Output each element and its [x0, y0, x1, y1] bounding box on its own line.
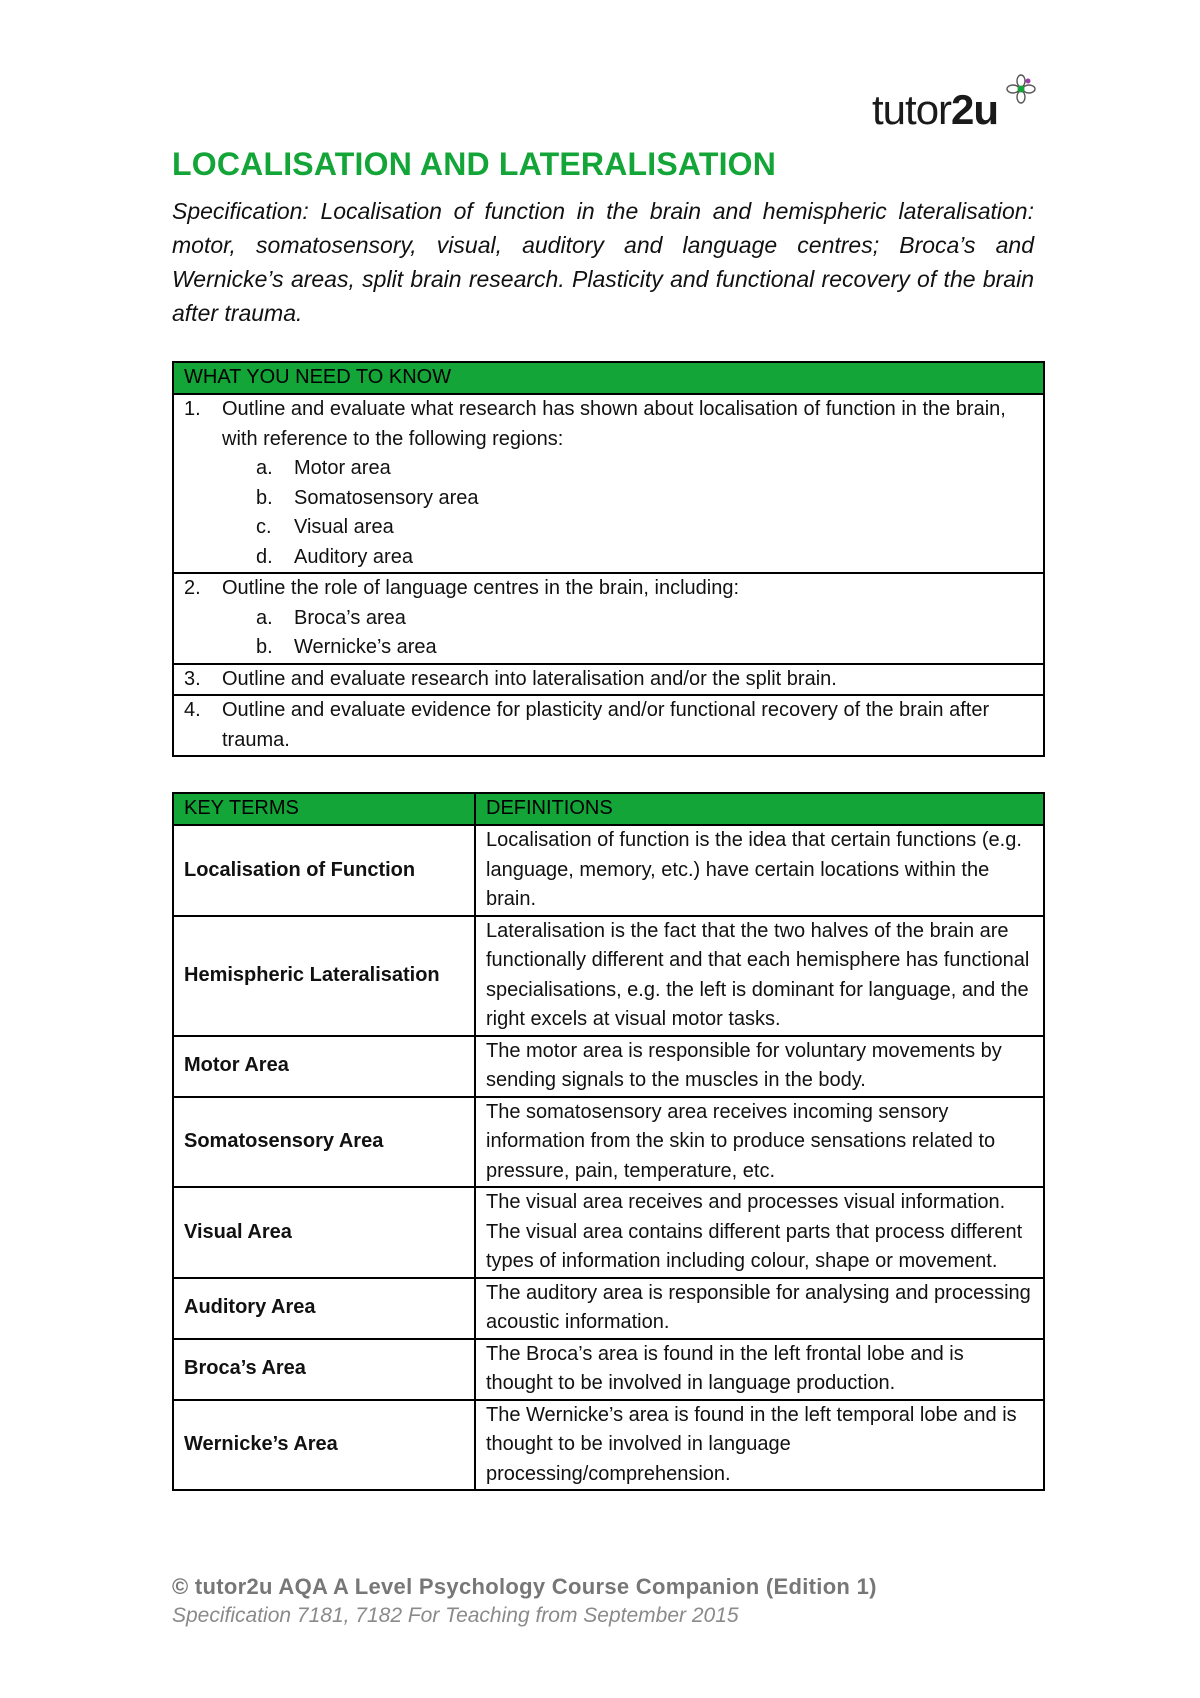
sub-item-letter: a. — [256, 606, 273, 629]
key-term-row — [173, 1278, 1044, 1339]
item-number: 3. — [184, 667, 201, 690]
key-term-definition: The somatosensory area receives incoming sensory information from the skin to produce sensations related to pressure, pain, temperature, etc. — [475, 1097, 1044, 1188]
sub-item-text: Wernicke’s area — [294, 636, 437, 658]
key-term: Somatosensory Area — [173, 1097, 475, 1188]
logo-text-bold: 2u — [951, 86, 999, 133]
need-to-know-row — [173, 394, 1044, 573]
key-term: Auditory Area — [173, 1278, 475, 1339]
key-term-row — [173, 916, 1044, 1036]
key-term-row — [173, 1187, 1044, 1278]
item-text: Outline and evaluate evidence for plasticity and/or functional recovery of the brain after trauma. — [222, 699, 990, 751]
key-term: Wernicke’s Area — [173, 1400, 475, 1491]
key-terms-header: KEY TERMS — [173, 793, 475, 825]
key-term-definition: The motor area is responsible for voluntary movements by sending signals to the muscles in the body. — [475, 1036, 1044, 1097]
key-term-row — [173, 1339, 1044, 1400]
sub-item-letter: c. — [256, 516, 272, 538]
key-term-definition: The Broca’s area is found in the left frontal lobe and is thought to be involved in language production. — [475, 1339, 1044, 1400]
key-term-definition: Localisation of function is the idea that certain functions (e.g. language, memory, etc.) have certain locations within the brain. — [475, 825, 1044, 916]
key-term: Motor Area — [173, 1036, 475, 1097]
sub-item-letter: b. — [256, 486, 273, 509]
flower-icon — [1004, 72, 1038, 106]
key-term-row — [173, 1036, 1044, 1097]
need-to-know-cell — [173, 695, 1044, 756]
key-term-definition: The auditory area is responsible for analysing and processing acoustic information. — [475, 1278, 1044, 1339]
key-term: Hemispheric Lateralisation — [173, 916, 475, 1036]
definitions-header: DEFINITIONS — [475, 793, 1044, 825]
key-term-definition: The visual area receives and processes visual information. The visual area contains different parts that process different types of information including colour, shape or movement. — [475, 1187, 1044, 1278]
sub-item — [184, 513, 1033, 543]
sub-item-text: Visual area — [294, 516, 394, 538]
need-to-know-header: WHAT YOU NEED TO KNOW — [173, 362, 1044, 394]
need-to-know-row — [173, 695, 1044, 756]
need-to-know-row — [173, 664, 1044, 696]
need-to-know-cell — [173, 573, 1044, 664]
specification-text: Specification: Localisation of function in the brain and hemispheric lateralisation: motor, somatosensory, visual, auditory and language centres; Broca’s and Wernicke’s areas, split brain research. Plasticity and functional recovery of the brain after trauma. — [172, 198, 1034, 326]
item-text: Outline the role of language centres in the brain, including: — [222, 577, 740, 599]
sub-item-letter: d. — [256, 545, 273, 568]
key-term: Broca’s Area — [173, 1339, 475, 1400]
need-to-know-row — [173, 573, 1044, 664]
key-term-row — [173, 1097, 1044, 1188]
item-text: Outline and evaluate research into lateralisation and/or the split brain. — [222, 667, 837, 690]
key-term-definition: The Wernicke’s area is found in the left temporal lobe and is thought to be involved in language processing/comprehension. — [475, 1400, 1044, 1491]
sub-item — [184, 633, 1033, 663]
logo-text: tutor — [872, 86, 952, 133]
key-term: Localisation of Function — [173, 825, 475, 916]
item-number: 1. — [184, 398, 201, 420]
sub-item-text: Somatosensory area — [294, 486, 479, 509]
page-title: LOCALISATION AND LATERALISATION — [172, 146, 777, 182]
sub-item-letter: a. — [256, 457, 273, 479]
key-term: Visual Area — [173, 1187, 475, 1278]
key-term-row — [173, 825, 1044, 916]
item-number: 4. — [184, 699, 201, 721]
what-you-need-to-know-table — [172, 361, 1045, 757]
sub-item-text: Broca’s area — [294, 606, 406, 629]
need-to-know-cell — [173, 394, 1044, 573]
key-term-definition: Lateralisation is the fact that the two halves of the brain are functionally different and that each hemisphere has functional specialisations, e.g. the left is dominant for language, and the right excels at visual motor tasks. — [475, 916, 1044, 1036]
sub-item-text: Auditory area — [294, 545, 413, 568]
item-text: Outline and evaluate what research has shown about localisation of function in the brain, with reference to the following regions: — [222, 398, 1006, 450]
sub-item — [184, 604, 1033, 634]
sub-item — [184, 484, 1033, 514]
specification-footer: Specification 7181, 7182 For Teaching from September 2015 — [172, 1604, 739, 1627]
key-terms-table — [172, 792, 1045, 1491]
sub-item-text: Motor area — [294, 457, 391, 479]
key-term-row — [173, 1400, 1044, 1491]
sub-item-letter: b. — [256, 636, 273, 658]
tutor2u-logo — [872, 86, 998, 134]
copyright-footer: © tutor2u AQA A Level Psychology Course Companion (Edition 1) — [172, 1574, 877, 1599]
sub-item — [184, 454, 1033, 484]
item-number: 2. — [184, 577, 201, 599]
need-to-know-cell — [173, 664, 1044, 696]
sub-item — [184, 543, 1033, 573]
